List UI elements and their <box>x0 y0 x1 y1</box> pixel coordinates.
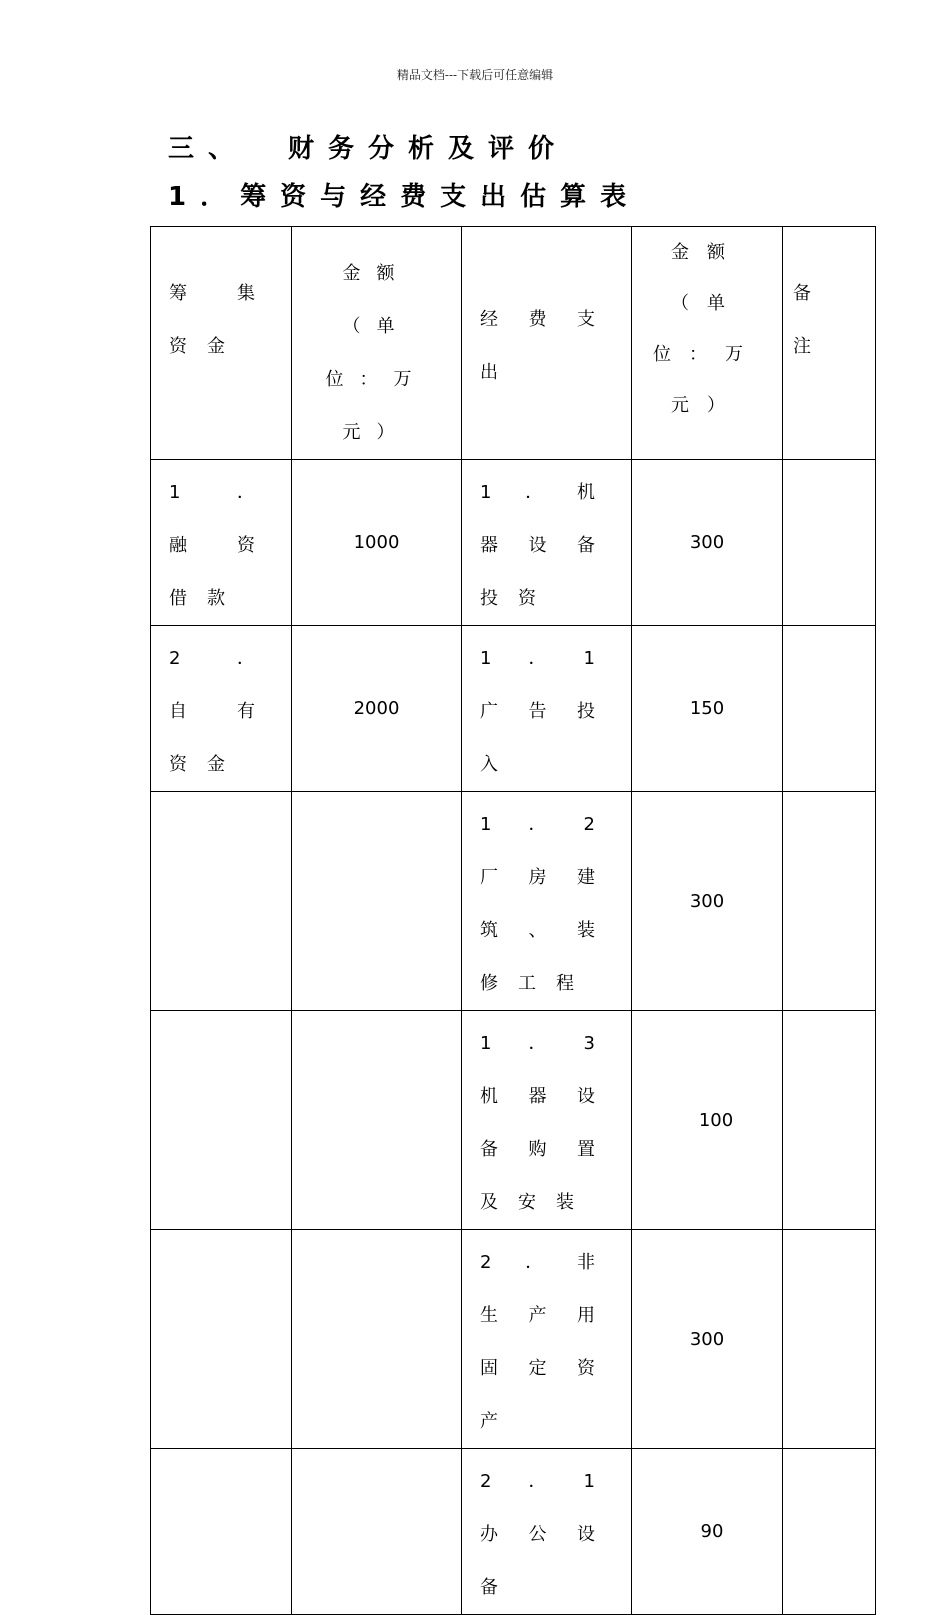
header-funding <box>151 227 292 460</box>
section-title: 财务分析及评价 <box>288 134 569 164</box>
header-amount-2 <box>632 227 783 460</box>
row-amount-2: 100 <box>632 1011 783 1230</box>
header-amount-2-label: 金额（单位：万元） <box>653 242 761 416</box>
header-remark-label: 备注 <box>793 283 831 357</box>
row-funding <box>151 1230 291 1236</box>
row-expense: 1．1广告投入 <box>480 648 615 775</box>
row-amount-2: 150 <box>632 626 783 792</box>
header-expense-label: 经费支出 <box>480 309 615 383</box>
row-amount-1: 1000 <box>292 460 462 626</box>
row-amount-1 <box>292 1449 462 1615</box>
row-expense: 2．1办公设备 <box>480 1471 615 1598</box>
row-funding: 2．自有资金 <box>169 648 275 775</box>
table-row <box>151 792 876 1011</box>
row-expense: 1．机器设备投资 <box>480 482 615 609</box>
table-row <box>151 626 876 792</box>
row-remark <box>783 1230 876 1449</box>
header-amount-1-label: 金额（单位：万元） <box>325 263 428 443</box>
row-amount-2: 300 <box>632 460 783 626</box>
row-remark <box>783 626 876 792</box>
row-amount-1 <box>292 1011 462 1230</box>
row-remark <box>783 1449 876 1615</box>
table-row <box>151 1230 876 1449</box>
header-expense <box>462 227 632 460</box>
row-expense: 1．2厂房建筑、装修工程 <box>480 814 615 994</box>
row-amount-1: 2000 <box>292 626 462 792</box>
row-expense: 1．3机器设备购置及安装 <box>480 1033 615 1213</box>
row-remark <box>783 1011 876 1230</box>
row-amount-1 <box>292 1230 462 1449</box>
table-row <box>151 1011 876 1230</box>
row-amount-1 <box>292 792 462 1011</box>
section-heading <box>168 128 568 165</box>
table-row <box>151 460 876 626</box>
table-title: 1．筹资与经费支出估算表 <box>168 182 641 212</box>
funding-expense-table <box>150 226 876 1615</box>
page-watermark: 精品文档---下载后可任意编辑 <box>396 68 554 82</box>
row-expense: 2．非生产用固定资产 <box>480 1252 615 1432</box>
row-remark <box>783 460 876 626</box>
row-amount-2: 300 <box>632 792 783 1011</box>
header-amount-1 <box>292 227 462 460</box>
header-remark <box>783 227 876 460</box>
row-remark <box>783 792 876 1011</box>
row-funding <box>151 1011 291 1017</box>
row-amount-2: 90 <box>632 1449 783 1615</box>
row-funding <box>151 1449 291 1455</box>
table-header-row <box>151 227 876 460</box>
header-funding-label: 筹集资金 <box>169 283 275 357</box>
row-funding: 1．融资借款 <box>169 482 275 609</box>
section-number: 三、 <box>168 134 249 164</box>
row-funding <box>151 792 291 798</box>
row-amount-2: 300 <box>632 1230 783 1449</box>
table-row <box>151 1449 876 1615</box>
